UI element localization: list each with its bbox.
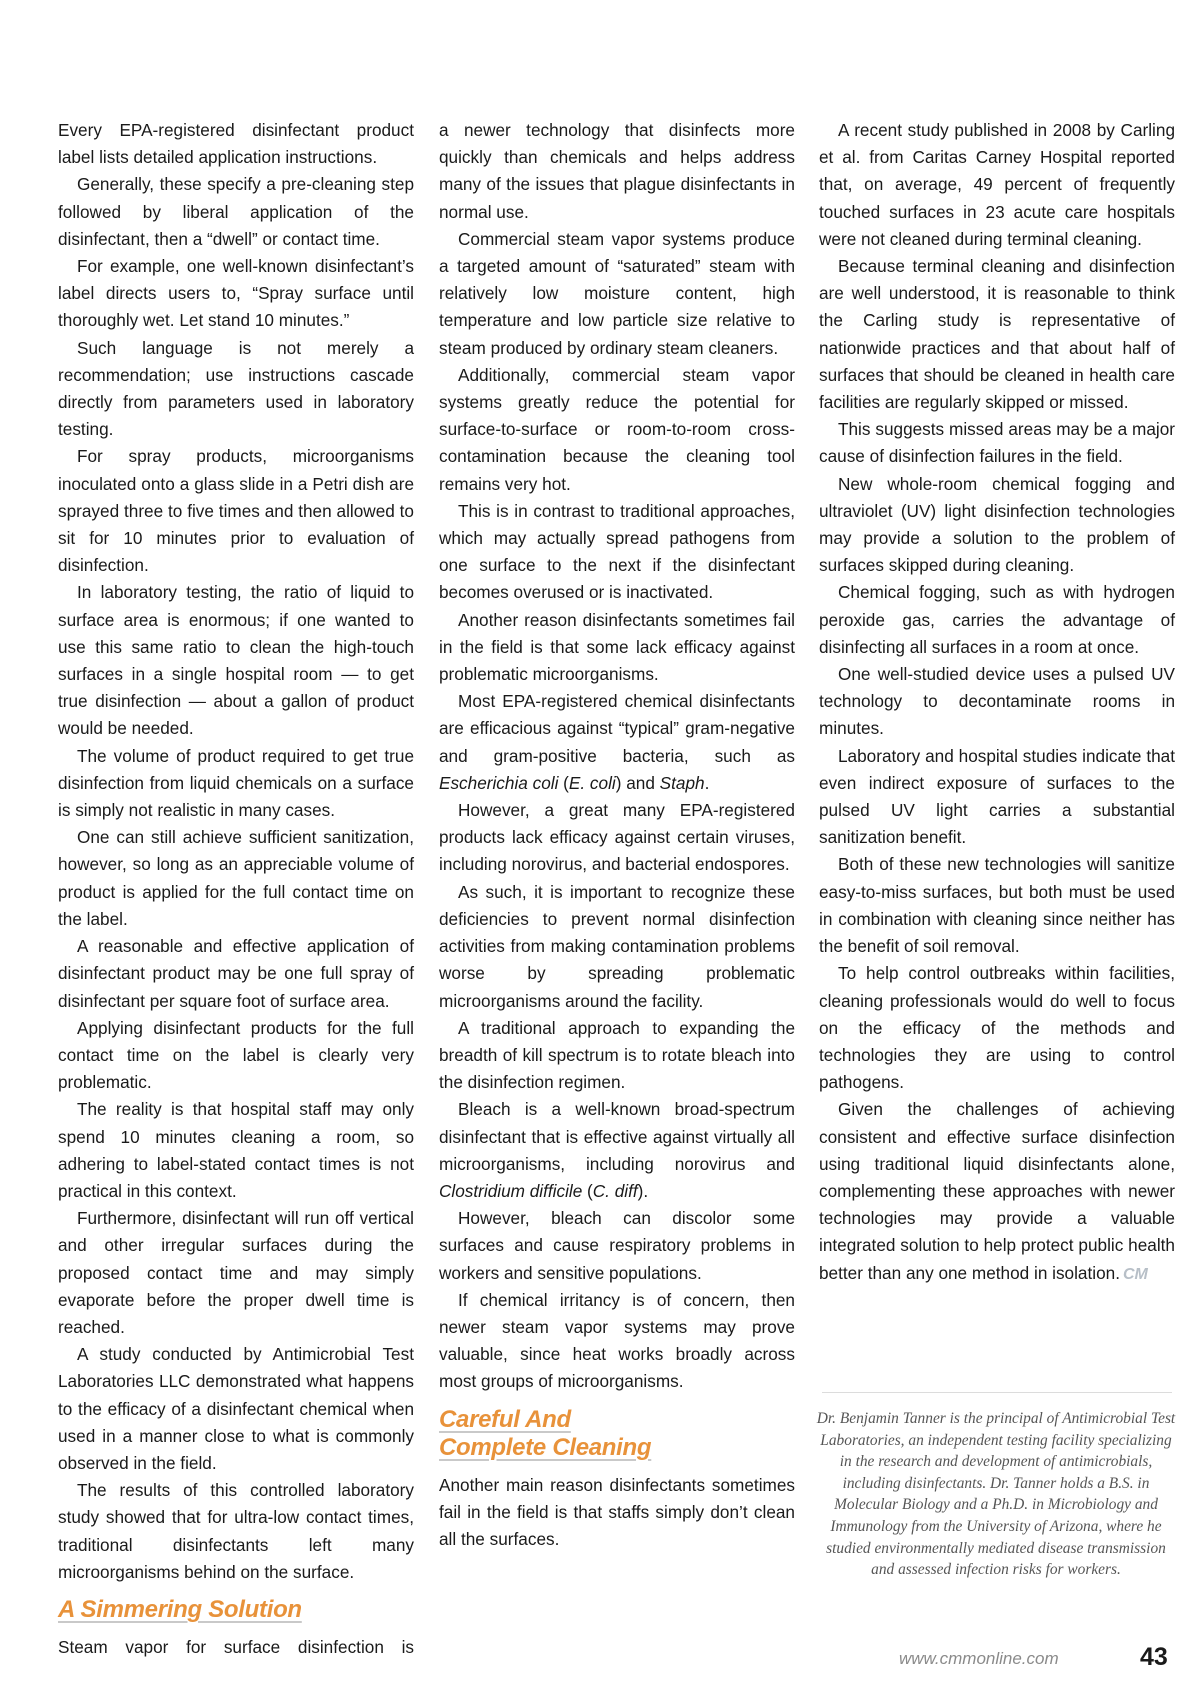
section-heading [439, 1406, 795, 1462]
footer-url: www.cmmonline.com [899, 1649, 1059, 1668]
paragraph [439, 1096, 795, 1205]
text-run: Given the challenges of achieving consistent and effective surface disinfection using traditional liquid disinfectants alone, complementing these approaches with newer technologies may provide a valuable integrated solution to help protect public health better than any one method in isolation. [819, 1099, 1175, 1283]
text-run: Bleach is a well-known broad-spectrum disinfectant that is effective against virtually all microorganisms, including norovirus and [439, 1099, 795, 1174]
paragraph: To help control outbreaks within facilities, cleaning professionals would do well to focus on the efficacy of the methods and technologies they are using to control pathogens. [819, 963, 1175, 1093]
paragraph: However, a great many EPA-registered products lack efficacy against certain viruses, including norovirus, and bacterial endospores. [439, 800, 795, 875]
species-name: Staph [659, 772, 705, 793]
text-run: ) and [615, 772, 660, 793]
paragraph: Both of these new technologies will sanitize easy-to-miss surfaces, but both must be used in combination with cleaning since neither has the benefit of soil removal. [819, 854, 1175, 957]
paragraph: Laboratory and hospital studies indicate that even indirect exposure of surfaces to the pulsed UV light carries a substantial sanitization benefit. [819, 745, 1175, 848]
text-run: ( [582, 1180, 593, 1201]
end-mark: CM [1122, 1265, 1148, 1283]
paragraph: This suggests missed areas may be a major cause of disinfection failures in the field. [819, 419, 1175, 467]
species-abbrev: E. coli [568, 772, 616, 793]
section-heading-line: Careful And [439, 1405, 571, 1433]
paragraph: If chemical irritancy is of concern, then newer steam vapor systems may prove valuable, since heat works broadly across most groups of microorganisms. [439, 1289, 795, 1392]
paragraph: Another main reason disinfectants sometimes fail in the field is that staffs simply don’t clean all the surfaces. [439, 1474, 795, 1549]
paragraph: As such, it is important to recognize these deficiencies to prevent normal disinfection activities from making contamination problems worse by spreading problematic microorganisms around the facility. [439, 881, 795, 1011]
page-number: 43 [1140, 1643, 1168, 1671]
bio-divider [822, 1392, 1172, 1393]
paragraph: A reasonable and effective application of disinfectant product may be one full spray of disinfectant per square foot of surface area. [58, 936, 414, 1011]
paragraph: Such language is not merely a recommendation; use instructions cascade directly from parameters used in laboratory testing. [58, 337, 414, 440]
paragraph: Commercial steam vapor systems produce a targeted amount of “saturated” steam with relatively low moisture content, high temperature and low particle size relative to steam produced by ordinary steam cleaners. [439, 228, 795, 358]
paragraph [439, 688, 795, 797]
paragraph: However, bleach can discolor some surfaces and cause respiratory problems in workers and sensitive populations. [439, 1208, 795, 1283]
species-name: Escherichia coli [439, 772, 559, 793]
author-bio: Dr. Benjamin Tanner is the principal of Antimicrobial Test Laboratories, an independent testing facility specializing in the research and development of antimicrobials, including disinfectants. Dr. Tanner holds a B.S. in Molecular Biology and a Ph.D. in Microbiology and Immunology from the University of Arizona, where he studied environmentally mediated disease transmission and assessed infection risks for workers. [816, 1410, 1176, 1579]
text-run: ( [558, 772, 569, 793]
paragraph: The volume of product required to get true disinfection from liquid chemicals on a surface is simply not realistic in many cases. [58, 745, 414, 821]
text-run: ). [637, 1180, 649, 1201]
paragraph: Applying disinfectant products for the full contact time on the label is clearly very problematic. [58, 1017, 414, 1093]
paragraph: Because terminal cleaning and disinfection are well understood, it is reasonable to think the Carling study is representative of nationwide practices and that about half of surfaces that should be cleaned in health care facilities are regularly skipped or missed. [819, 256, 1175, 413]
paragraph: Every EPA-registered disinfectant product label lists detailed application instructions. [58, 120, 414, 168]
paragraph [819, 1096, 1175, 1287]
paragraph: For spray products, microorganisms inoculated onto a glass slide in a Petri dish are sprayed three to five times and then allowed to sit for 10 minutes prior to evaluation of disinfection. [58, 446, 414, 576]
section-heading-text: A Simmering Solution [58, 1595, 302, 1623]
paragraph: a newer technology that disinfects more quickly than chemicals and helps address many of the issues that plague disinfectants in normal use. [439, 120, 795, 222]
paragraph: Another reason disinfectants sometimes fail in the field is that some lack efficacy against problematic microorganisms. [439, 609, 795, 685]
species-name: Clostridium difficile [439, 1180, 583, 1201]
paragraph: This is in contrast to traditional approaches, which may actually spread pathogens from one surface to the next if the disinfectant becomes overused or is inactivated. [439, 500, 795, 603]
paragraph: Furthermore, disinfectant will run off vertical and other irregular surfaces during the proposed contact time and may simply evaporate before the proper dwell time is reached. [58, 1208, 414, 1337]
paragraph: One can still achieve sufficient sanitization, however, so long as an appreciable volume of product is applied for the full contact time on the label. [58, 827, 414, 929]
section-heading-line: Complete Cleaning [439, 1433, 652, 1461]
paragraph: A traditional approach to expanding the breadth of kill spectrum is to rotate bleach into the disinfection regimen. [439, 1017, 795, 1093]
text-run: Most EPA-registered chemical disinfectants are efficacious against “typical” gram-negative and gram-positive bacteria, such as [439, 691, 795, 766]
section-heading [58, 1596, 414, 1624]
column-2 [439, 117, 795, 1553]
paragraph: The results of this controlled laboratory study showed that for ultra-low contact times, traditional disinfectants left many microorganisms behind on the surface. [58, 1480, 414, 1582]
column-3 [819, 117, 1175, 1288]
text-run: . [704, 772, 710, 793]
paragraph: Chemical fogging, such as with hydrogen peroxide gas, carries the advantage of disinfecting all surfaces in a room at once. [819, 582, 1175, 657]
paragraph: A recent study published in 2008 by Carling et al. from Caritas Carney Hospital reported that, on average, 49 percent of frequently touched surfaces in 23 acute care hospitals were not cleaned during terminal cleaning. [819, 120, 1175, 249]
paragraph: Steam vapor for surface disinfection is [58, 1636, 414, 1657]
paragraph: One well-studied device uses a pulsed UV technology to decontaminate rooms in minutes. [819, 664, 1175, 739]
paragraph: In laboratory testing, the ratio of liquid to surface area is enormous; if one wanted to use this same ratio to clean the high-touch surfaces in a single hospital room — to get true disinfection — about a gallon of product would be needed. [58, 582, 414, 739]
paragraph: For example, one well-known disinfectant’s label directs users to, “Spray surface until thoroughly wet. Let stand 10 minutes.” [58, 256, 414, 331]
paragraph: A study conducted by Antimicrobial Test Laboratories LLC demonstrated what happens to the efficacy of a disinfectant chemical when used in a manner close to what is commonly observed in the field. [58, 1344, 414, 1473]
paragraph: Additionally, commercial steam vapor systems greatly reduce the potential for surface-to-surface or room-to-room cross-contamination because the cleaning tool remains very hot. [439, 364, 795, 494]
column-1 [58, 117, 414, 1661]
paragraph: The reality is that hospital staff may only spend 10 minutes cleaning a room, so adhering to label-stated contact times is not practical in this context. [58, 1099, 414, 1201]
species-abbrev: C. diff [592, 1180, 638, 1201]
paragraph: New whole-room chemical fogging and ultraviolet (UV) light disinfection technologies may provide a solution to the problem of surfaces skipped during cleaning. [819, 473, 1175, 576]
paragraph: Generally, these specify a pre-cleaning step followed by liberal application of the disinfectant, then a “dwell” or contact time. [58, 174, 414, 249]
